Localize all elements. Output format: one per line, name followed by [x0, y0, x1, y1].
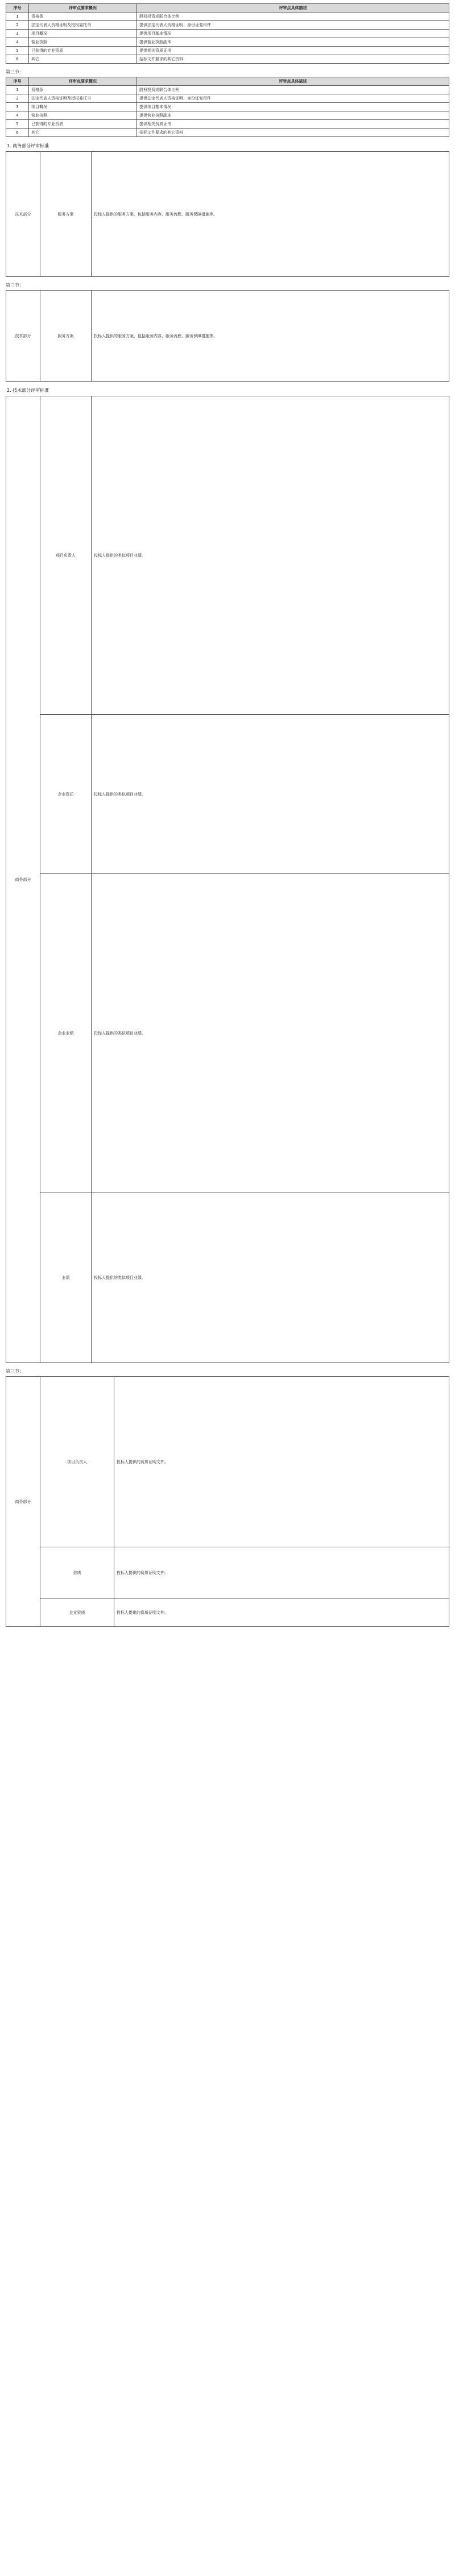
row-index: 4: [6, 111, 29, 120]
row-description: 提供法定代表人资格证明、身份证复印件: [137, 94, 449, 103]
requirements-table-1: [6, 3, 449, 64]
table-row: [6, 47, 449, 55]
row-index: 1: [6, 13, 29, 21]
row-description: 提供相关资质证书: [137, 120, 449, 129]
scoring-row: [6, 1192, 449, 1363]
header-index: 序号: [6, 77, 29, 86]
row-index: 6: [6, 129, 29, 137]
table-row: [6, 13, 449, 21]
scoring-table-4: [6, 1376, 449, 1627]
section-note: 第三节：: [6, 1369, 24, 1374]
row-index: 2: [6, 21, 29, 30]
row-description: 招标文件要求的其它资料: [137, 55, 449, 64]
scoring-category: 技术部分: [6, 152, 40, 277]
table-section-2: [6, 77, 449, 137]
scoring-item: 业绩: [40, 1192, 92, 1363]
scoring-item: 资质: [40, 1547, 114, 1598]
header-requirement: 评审点要求概况: [29, 77, 137, 86]
scoring-criteria: 投标人提供的资质证明文件。: [114, 1377, 449, 1547]
row-description: 提供营业执照副本: [137, 111, 449, 120]
row-requirement: 其它: [29, 55, 137, 64]
scoring-item: 项目负责人: [40, 1377, 114, 1547]
scoring-block-1: [6, 151, 449, 277]
scoring-row: [6, 152, 449, 277]
row-description: 提供项目基本情况: [137, 103, 449, 111]
row-description: 提供相关资质证书: [137, 47, 449, 55]
row-requirement: 已获得的专业资质: [29, 47, 137, 55]
row-index: 6: [6, 55, 29, 64]
row-index: 5: [6, 120, 29, 129]
table-header-row: [6, 77, 449, 86]
row-requirement: 项目概况: [29, 103, 137, 111]
scoring-table-1: [6, 151, 449, 277]
scoring-category: 商务部分: [6, 1377, 40, 1627]
section-note: 第三节：: [6, 69, 24, 74]
scoring-item: 服务方案: [40, 152, 92, 277]
scoring-block-2: [6, 290, 449, 382]
row-index: 5: [6, 47, 29, 55]
row-description: 招标文件要求的其它资料: [137, 129, 449, 137]
header-index: 序号: [6, 4, 29, 13]
section-note: 第三节：: [6, 283, 24, 288]
row-index: 3: [6, 103, 29, 111]
table-row: [6, 120, 449, 129]
header-requirement: 评审点要求概况: [29, 4, 137, 13]
table-section-1: [6, 3, 449, 64]
row-index: 1: [6, 86, 29, 94]
scoring-criteria: 投标人提供的类似项目业绩。: [92, 715, 449, 874]
row-requirement: 营业执照: [29, 38, 137, 47]
table-row: [6, 94, 449, 103]
row-index: 2: [6, 94, 29, 103]
header-description: 评审点具体描述: [137, 77, 449, 86]
scoring-item: 企业资质: [40, 1598, 114, 1627]
row-requirement: 已获得的专业资质: [29, 120, 137, 129]
scoring-category: 技术部分: [6, 291, 40, 382]
scoring-row: [6, 1377, 449, 1547]
table-row: [6, 38, 449, 47]
scoring-row: [6, 874, 449, 1192]
scoring-criteria: 投标人提供的类似项目业绩。: [92, 396, 449, 715]
scoring-item: 服务方案: [40, 291, 92, 382]
scoring-block-3: [6, 396, 449, 1363]
scoring-row: [6, 1598, 449, 1627]
scoring-criteria: 投标人提供的服务方案，包括服务内容、服务流程、服务保障措施等。: [92, 152, 449, 277]
row-requirement: 营业执照: [29, 111, 137, 120]
row-description: 股权投资或联合体比例: [137, 13, 449, 21]
table-row: [6, 55, 449, 64]
row-index: 4: [6, 38, 29, 47]
scoring-item: 项目负责人: [40, 396, 92, 715]
header-description: 评审点具体描述: [137, 4, 449, 13]
scoring-category: 商务部分: [6, 396, 40, 1363]
row-requirement: 法定代表人资格证明及授权委托书: [29, 94, 137, 103]
table-row: [6, 21, 449, 30]
table-row: [6, 129, 449, 137]
row-requirement: 项目概况: [29, 30, 137, 38]
section-heading: 2. 技术部分评审标准: [7, 388, 49, 393]
scoring-table-2: [6, 290, 449, 382]
scoring-criteria: 投标人提供的服务方案，包括服务内容、服务流程、服务保障措施等。: [92, 291, 449, 382]
section-heading: 1. 商务部分评审标准: [7, 143, 49, 148]
scoring-item: 企业资质: [40, 715, 92, 874]
row-requirement: 其它: [29, 129, 137, 137]
table-row: [6, 86, 449, 94]
row-description: 股权投资或联合体比例: [137, 86, 449, 94]
row-description: 提供营业执照副本: [137, 38, 449, 47]
requirements-table-2: [6, 77, 449, 137]
row-requirement: 资格条: [29, 13, 137, 21]
scoring-criteria: 投标人提供的资质证明文件。: [114, 1547, 449, 1598]
scoring-criteria: 投标人提供的类似项目业绩。: [92, 874, 449, 1192]
scoring-row: [6, 715, 449, 874]
row-description: 提供法定代表人资格证明、身份证复印件: [137, 21, 449, 30]
table-row: [6, 111, 449, 120]
scoring-criteria: 投标人提供的资质证明文件。: [114, 1598, 449, 1627]
table-header-row: [6, 4, 449, 13]
scoring-block-4: [6, 1376, 449, 1627]
row-requirement: 法定代表人资格证明及授权委托书: [29, 21, 137, 30]
scoring-criteria: 投标人提供的类似项目业绩。: [92, 1192, 449, 1363]
row-index: 3: [6, 30, 29, 38]
row-description: 提供项目基本情况: [137, 30, 449, 38]
table-row: [6, 30, 449, 38]
scoring-row: [6, 1547, 449, 1598]
table-row: [6, 103, 449, 111]
scoring-item: 企业业绩: [40, 874, 92, 1192]
scoring-row: [6, 291, 449, 382]
row-requirement: 资格条: [29, 86, 137, 94]
scoring-row: [6, 396, 449, 715]
scoring-table-3: [6, 396, 449, 1363]
